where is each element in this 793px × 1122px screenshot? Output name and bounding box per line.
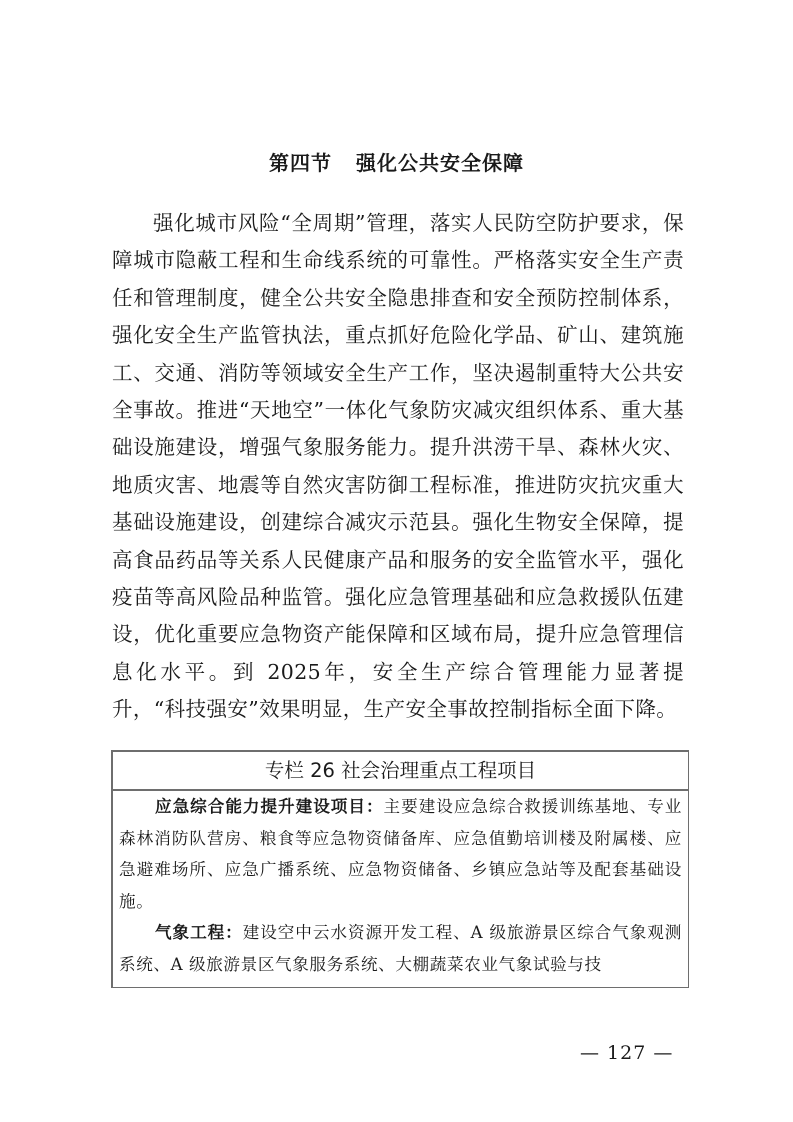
section-title: 强化公共安全保障 — [356, 151, 524, 175]
section-heading — [0, 147, 793, 176]
section-number: 第四节 — [269, 151, 332, 175]
column-item — [119, 791, 682, 917]
column-box-body — [113, 791, 688, 980]
column-item-text: 建设空中云水资源开发工程、A 级旅游景区综合气象观测系统、A 级旅游景区气象服务系统、大棚蔬菜农业气象试验与技 — [119, 923, 683, 974]
column-item — [119, 917, 682, 980]
column-item-text: 主要建设应急综合救援训练基地、专业森林消防队营房、粮食等应急物资储备库、应急值勤培训楼及附属楼、应急避难场所、应急广播系统、应急物资储备、乡镇应急站等及配套基础设施。 — [119, 797, 682, 911]
column-item-label: 应急综合能力提升建设项目： — [155, 796, 384, 816]
column-item-label: 气象工程： — [155, 922, 243, 942]
page-number: — 127 — — [580, 1042, 674, 1064]
column-box — [111, 750, 689, 988]
column-box-title: 专栏 26 社会治理重点工程项目 — [113, 752, 688, 791]
body-paragraph: 强化城市风险“全周期”管理，落实人民防空防护要求，保障城市隐蔽工程和生命线系统的可靠性。严格落实安全生产责任和管理制度，健全公共安全隐患排查和安全预防控制体系，强化安全生产监管执法，重点抓好危险化学品、矿山、建筑施工、交通、消防等领域安全生产工作，坚决遏制重特大公共安全事故。推进“天地空”一体化气象防灾减灾组织体系、重大基础设施建设，增强气象服务能力。提升洪涝干旱、森林火灾、地质灾害、地震等自然灾害防御工程标准，推进防灾抗灾重大基础设施建设，创建综合减灾示范县。强化生物安全保障，提高食品药品等关系人民健康产品和服务的安全监管水平，强化疫苗等高风险品种监管。强化应急管理基础和应急救援队伍建设，优化重要应急物资产能保障和区域布局，提升应急管理信息化水平。到 2025年，安全生产综合管理能力显著提升，“科技强安”效果明显，生产安全事故控制指标全面下降。 — [112, 211, 684, 722]
